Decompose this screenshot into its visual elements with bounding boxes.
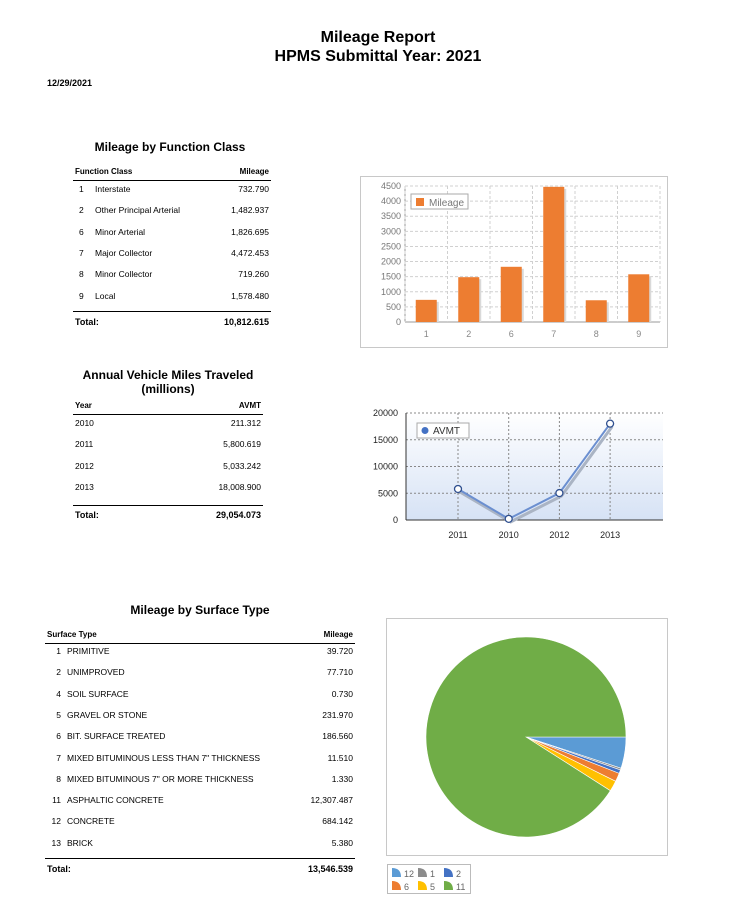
surface-name: SOIL SURFACE — [67, 688, 129, 699]
surface-code: 2 — [56, 667, 61, 678]
avmt-value: 5,800.619 — [223, 439, 261, 450]
avmt-line-chart — [360, 402, 668, 550]
mileage-bar-chart — [360, 176, 668, 348]
y-tick-label: 3500 — [380, 211, 401, 222]
surface-header-rule — [45, 643, 355, 644]
bar — [416, 300, 437, 322]
surface-mileage: 186.560 — [322, 731, 353, 742]
surface-code: 12 — [51, 816, 61, 827]
report-subtitle: HPMS Submittal Year: 2021 — [274, 48, 482, 65]
surface-name: BIT. SURFACE TREATED — [67, 731, 166, 742]
function-class-name: Other Principal Arterial — [95, 205, 181, 216]
surface-mileage: 231.970 — [322, 709, 353, 720]
header-rule — [73, 180, 271, 181]
function-class-code: 6 — [79, 226, 84, 237]
function-class-mileage: 1,482.937 — [231, 205, 269, 216]
avmt-year: 2010 — [75, 418, 94, 428]
function-class-name: Local — [95, 290, 116, 301]
y-tick-label: 1500 — [380, 271, 401, 282]
function-class-mileage: 1,578.480 — [231, 290, 269, 301]
surface-mileage-header: Mileage — [323, 630, 353, 639]
function-class-total: 10,812.615 — [223, 317, 269, 327]
surface-code: 1 — [56, 646, 61, 656]
surface-total-label: Total: — [47, 864, 71, 874]
surface-pie-chart — [386, 618, 668, 856]
surface-name: MIXED BITUMINOUS LESS THAN 7" THICKNESS — [67, 752, 261, 763]
y-tick-label: 2000 — [380, 256, 401, 267]
function-class-code: 8 — [79, 269, 84, 280]
x-tick-label: 2012 — [549, 530, 570, 540]
surface-name: GRAVEL OR STONE — [67, 709, 148, 720]
surface-mileage: 77.710 — [327, 667, 353, 678]
y-tick-label: 1000 — [380, 286, 401, 297]
avmt-value: 18,008.900 — [218, 481, 261, 492]
report-title: Mileage Report — [320, 29, 436, 46]
surface-mileage: 1.330 — [331, 773, 353, 784]
function-class-mileage: 732.790 — [238, 184, 269, 194]
pie-legend — [387, 864, 471, 894]
y-tick-label: 4500 — [380, 181, 401, 191]
avmt-year: 2013 — [75, 481, 94, 492]
surface-name: MIXED BITUMINOUS 7" OR MORE THICKNESS — [67, 773, 254, 784]
surface-mileage: 39.720 — [327, 646, 353, 656]
surface-mileage: 0.730 — [331, 688, 353, 699]
surface-code: 5 — [56, 709, 61, 720]
surface-name: PRIMITIVE — [67, 646, 110, 656]
y-tick-label: 5000 — [377, 488, 398, 499]
bar — [501, 267, 522, 322]
legend-label: 12 — [404, 869, 415, 879]
function-class-code: 7 — [79, 247, 84, 258]
surface-name: ASPHALTIC CONCRETE — [67, 795, 164, 806]
function-class-mileage: 1,826.695 — [231, 226, 269, 237]
bar — [458, 277, 479, 322]
function-class-title: Mileage by Function Class — [94, 140, 246, 154]
avmt-header-rule — [73, 414, 263, 415]
avmt-header: AVMT — [238, 401, 261, 410]
mileage-header: Mileage — [239, 167, 269, 176]
function-class-mileage: 719.260 — [238, 269, 269, 280]
surface-code: 6 — [56, 731, 61, 742]
line-legend-label: AVMT — [433, 426, 461, 437]
report-date: 12/29/2021 — [47, 78, 93, 88]
surface-code: 13 — [51, 837, 61, 848]
function-class-name: Interstate — [95, 184, 131, 194]
y-tick-label: 3000 — [380, 226, 401, 237]
surface-total-rule — [45, 858, 355, 859]
y-tick-label: 0 — [395, 317, 401, 327]
function-class-name: Minor Arterial — [95, 226, 146, 237]
surface-total: 13,546.539 — [307, 864, 353, 874]
x-tick-label: 2013 — [600, 530, 621, 540]
legend-label: 2 — [456, 869, 462, 879]
year-header: Year — [75, 401, 92, 410]
surface-code: 8 — [56, 773, 61, 784]
function-class-total-label: Total: — [75, 317, 99, 327]
surface-name: CONCRETE — [67, 816, 115, 827]
function-class-name: Minor Collector — [95, 269, 153, 280]
x-tick-label: 2 — [466, 329, 472, 339]
avmt-total-label: Total: — [75, 510, 99, 520]
x-tick-label: 8 — [593, 329, 599, 339]
x-tick-label: 2011 — [448, 530, 468, 540]
function-class-code: 1 — [79, 184, 84, 194]
avmt-title: Annual Vehicle Miles Traveled — [82, 368, 254, 382]
total-rule — [73, 311, 271, 312]
bar — [586, 300, 607, 322]
surface-code: 7 — [56, 752, 61, 763]
avmt-value: 211.312 — [230, 418, 261, 428]
y-tick-label: 500 — [385, 301, 401, 312]
surface-mileage: 684.142 — [322, 816, 353, 827]
data-point — [556, 490, 563, 497]
surface-mileage: 11.510 — [327, 752, 353, 763]
y-tick-label: 10000 — [372, 461, 398, 472]
function-class-name: Major Collector — [95, 247, 153, 258]
surface-title: Mileage by Surface Type — [130, 603, 270, 617]
avmt-year: 2011 — [75, 439, 94, 450]
x-tick-label: 7 — [551, 329, 557, 339]
pie-slice — [426, 637, 626, 837]
y-tick-label: 4000 — [380, 196, 401, 207]
legend-label: 5 — [430, 882, 436, 892]
y-tick-label: 20000 — [372, 408, 398, 418]
surface-code: 11 — [52, 795, 61, 806]
legend-label: 6 — [404, 882, 410, 892]
surface-code: 4 — [56, 688, 61, 699]
data-point — [607, 420, 614, 427]
legend-label: 1 — [430, 869, 436, 879]
function-class-code: 9 — [79, 290, 84, 301]
data-point — [455, 485, 462, 492]
x-tick-label: 1 — [423, 329, 429, 339]
x-tick-label: 6 — [508, 329, 514, 339]
bar — [628, 274, 649, 322]
bar-legend-swatch — [416, 198, 424, 206]
data-point — [505, 515, 512, 522]
avmt-subtitle: (millions) — [141, 382, 195, 396]
surface-mileage: 12,307.487 — [310, 795, 353, 806]
function-class-mileage: 4,472.453 — [231, 247, 269, 258]
avmt-year: 2012 — [75, 460, 94, 471]
legend-label: 11 — [456, 882, 466, 892]
line-legend-marker — [422, 427, 429, 434]
bar — [543, 187, 564, 322]
y-tick-label: 2500 — [380, 241, 401, 252]
surface-type-header: Surface Type — [47, 630, 97, 639]
function-class-header: Function Class — [75, 167, 133, 176]
x-tick-label: 2010 — [498, 530, 519, 540]
y-tick-label: 15000 — [372, 434, 398, 445]
x-tick-label: 9 — [636, 329, 642, 339]
surface-name: BRICK — [67, 837, 93, 848]
avmt-value: 5,033.242 — [223, 460, 261, 471]
avmt-total: 29,054.073 — [215, 510, 261, 520]
surface-mileage: 5.380 — [331, 837, 353, 848]
y-tick-label: 0 — [392, 515, 398, 525]
avmt-total-rule — [73, 505, 263, 506]
function-class-code: 2 — [79, 205, 84, 216]
bar-legend-label: Mileage — [429, 198, 465, 209]
surface-name: UNIMPROVED — [67, 667, 125, 678]
